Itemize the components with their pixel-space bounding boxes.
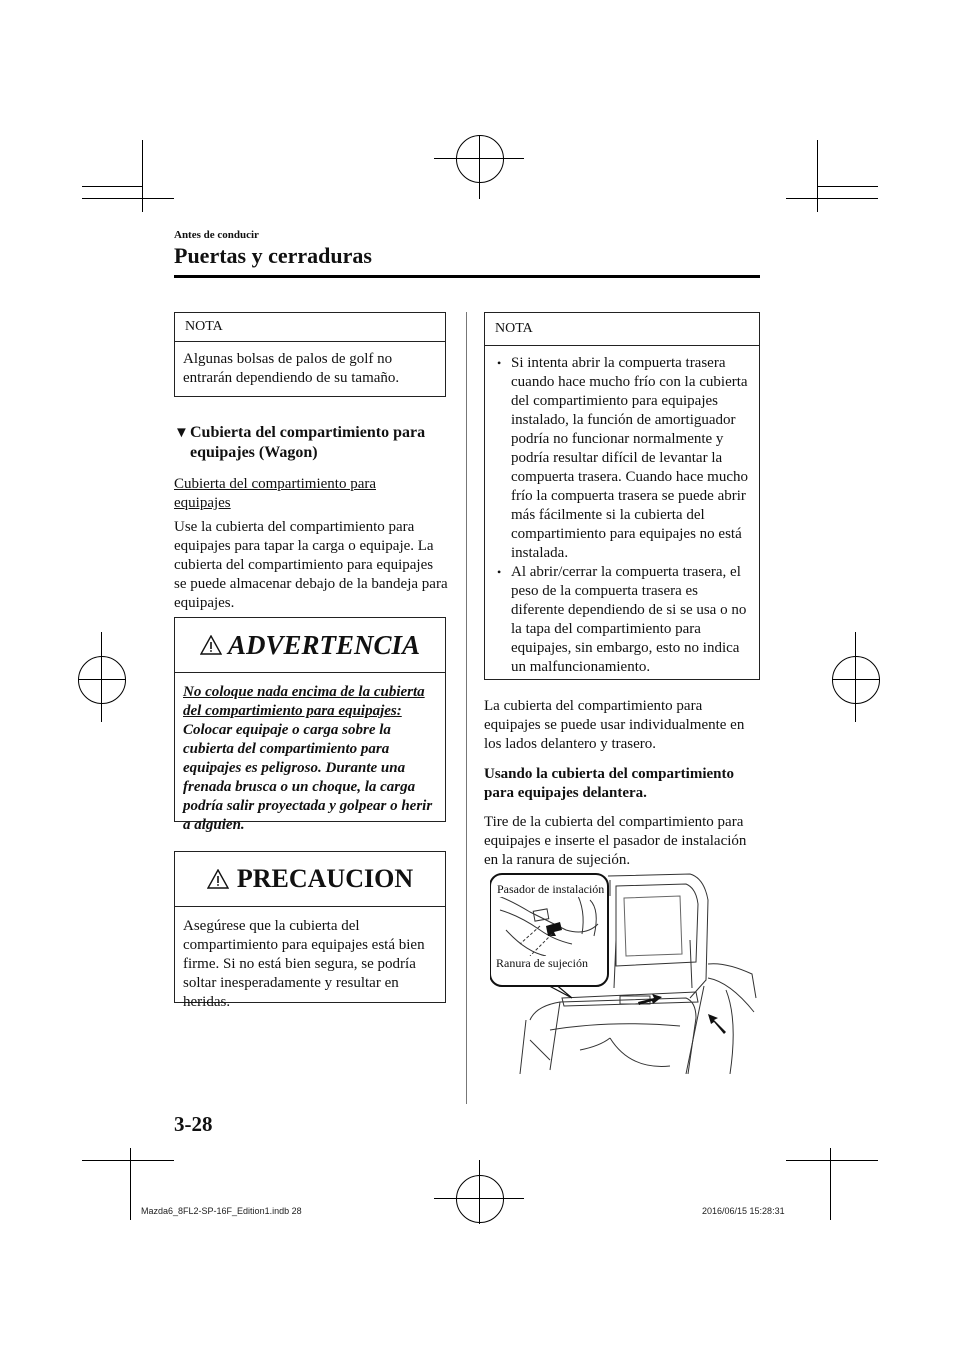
liftgate-drawing — [490, 870, 758, 1074]
column-divider — [466, 312, 467, 1104]
caution-text: Asegúrese que la cubierta del compartimiento para equipajes está bien firme. Si no está bien segura, se podría soltar inesperadamente y resultar en heridas. — [183, 918, 425, 1010]
page-number: 3-28 — [174, 1112, 213, 1136]
caution-title: PRECAUCION — [236, 864, 414, 893]
footer-timestamp: 2016/06/15 15:28:31 — [702, 1206, 785, 1216]
header-rule — [174, 275, 760, 278]
caution-header — [175, 852, 445, 907]
instruction-paragraph: Tire de la cubierta del compartimiento para equipajes e inserte el pasador de instalación en la ranura de sujeción. — [484, 814, 747, 868]
list-item: • Si intenta abrir la compuerta trasera cuando hace mucho frío con la cubierta del compartimiento para equipajes instalado, la función de amortiguador podría no funcionar normalmente y podría resultar difícil de levantar la compuerta trasera. Cuando hace mucho frío la compuerta trasera se puede abrir más fácilmente si la cubierta del compartimiento para equipajes no está instalada. — [489, 354, 749, 563]
note-box-right — [484, 312, 760, 680]
caution-box — [174, 851, 446, 1010]
list-item: • Al abrir/cerrar la compuerta trasera, el peso de la compuerta trasera es diferente dependiendo de si se usa o no la tapa del compartimiento para equipajes, sin embargo, esto no indica un malfuncionamiento. — [489, 563, 749, 677]
note-label: NOTA — [175, 313, 445, 342]
footer-file: Mazda6_8FL2-SP-16F_Edition1.indb 28 — [141, 1206, 302, 1216]
bold-heading: Usando la cubierta del compartimiento para equipajes delantera. — [484, 766, 734, 801]
warning-title: ADVERTENCIA — [227, 629, 421, 660]
triangle-down-icon: ▼ — [174, 425, 189, 441]
intro-paragraph: Use la cubierta del compartimiento para equipajes para tapar la carga o equipaje. La cubierta del compartimiento para equipajes se puede almacenar debajo de la bandeja para equipajes. — [174, 519, 448, 611]
figure-label-pin: Pasador de instalación — [497, 882, 605, 896]
section-heading — [174, 423, 454, 463]
section-heading-line-2: equipajes (Wagon) — [190, 444, 318, 461]
warning-text: Colocar equipaje o carga sobre la cubierta del compartimiento para equipajes es peligroso. Durante una frenada brusca o un choque, la carga podría salir proyectada y golpear o herir a alguien. — [183, 722, 433, 833]
warning-triangle-icon — [200, 635, 222, 655]
warning-header — [175, 618, 445, 673]
page-title: Puertas y cerraduras — [174, 243, 372, 268]
section-label: Antes de conducir — [174, 229, 259, 241]
section-heading-line-1: Cubierta del compartimiento para — [190, 424, 426, 441]
subheading: Cubierta del compartimiento para equipajes — [174, 476, 377, 511]
trunk-illustration — [490, 870, 758, 1074]
note-text: Algunas bolsas de palos de golf no entrarán dependiendo de su tamaño. — [183, 351, 400, 386]
warning-box — [174, 617, 446, 833]
usage-paragraph: La cubierta del compartimiento para equipajes se puede usar individualmente en los lados delantero y trasero. — [484, 698, 745, 752]
note-box — [174, 312, 446, 397]
note-bullet-list — [489, 354, 749, 677]
note-label: NOTA — [485, 313, 759, 346]
warning-triangle-icon — [207, 869, 229, 889]
figure-label-slot: Ranura de sujeción — [496, 956, 588, 970]
warning-underlined-text: No coloque nada encima de la cubierta del compartimiento para equipajes: — [183, 684, 425, 719]
